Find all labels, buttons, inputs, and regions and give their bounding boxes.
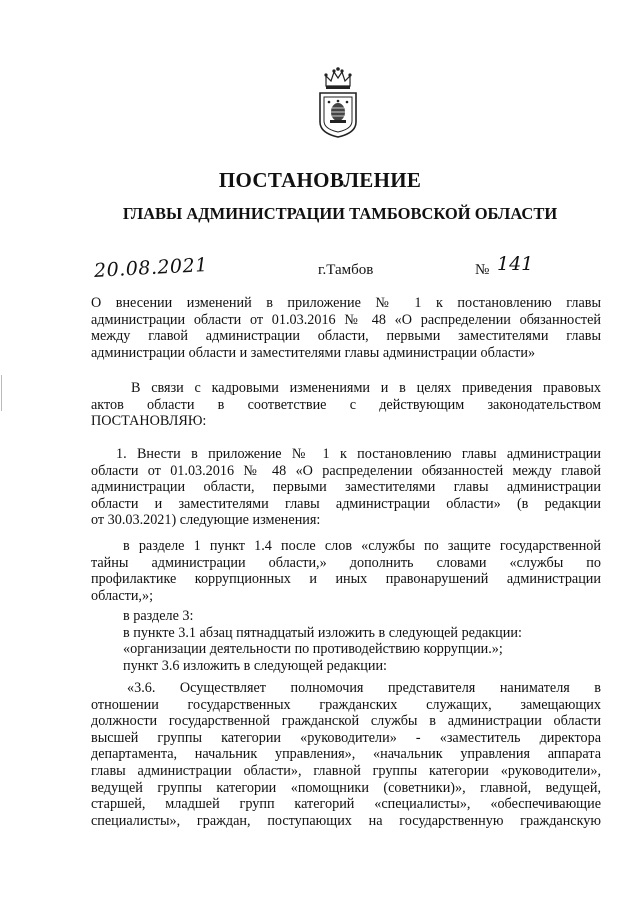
- city-name: г.Тамбов: [318, 262, 374, 278]
- paragraph-3-6-line: специалисты», граждан, поступающих на государственную гражданскую: [91, 812, 601, 829]
- preamble-line: актов области в соответствие с действующим законодательством: [91, 396, 601, 413]
- paragraph-3-6-line: должности государственной гражданской службы в администрации области: [91, 713, 601, 730]
- subject-line: администрации области от 01.03.2016 № 48 «О распределении обязанностей: [91, 311, 601, 328]
- handwritten-date: 20.08.2021: [93, 254, 209, 282]
- section-1-line: в разделе 1 пункт 1.4 после слов «службы по защите государственной: [123, 538, 601, 554]
- section-1-line: профилактике коррупционных и иных правонарушений администрации: [91, 571, 601, 588]
- section-3-changes: [91, 608, 601, 674]
- decree-word: ПОСТАНОВЛЯЮ:: [91, 413, 207, 430]
- subject-line: О внесении изменений в приложение № 1 к постановлению главы: [91, 295, 601, 311]
- paragraph-3-6-line: главы администрации области», главной группы категории «руководители»,: [91, 762, 601, 779]
- section-1-line: тайны администрации области,» дополнить словами «службы по: [91, 554, 601, 571]
- subject-line: администрации области и заместителями главы администрации области»: [91, 344, 536, 361]
- item-1-line: 1. Внести в приложение № 1 к постановлению главы администрации: [116, 446, 601, 462]
- subject-heading: [91, 295, 601, 361]
- section-1-line: области,»;: [91, 587, 154, 604]
- section-1-change: [91, 538, 601, 604]
- paragraph-3-6-line: «3.6. Осуществляет полномочия представителя нанимателя в: [127, 680, 601, 696]
- item-1-line: области от 01.03.2016 № 48 «О распределении обязанностей между главой: [91, 462, 601, 479]
- section-3-line: пункт 3.6 изложить в следующей редакции:: [123, 657, 387, 674]
- paragraph-3-6-line: департамента, начальник управления», «начальник управления аппарата: [91, 746, 601, 763]
- section-3-line: в пункте 3.1 абзац пятнадцатый изложить в следующей редакции:: [123, 624, 522, 641]
- item-1-line: администрации области, первыми заместителями главы администрации: [91, 479, 601, 496]
- document-subtitle: ГЛАВЫ АДМИНИСТРАЦИИ ТАМБОВСКОЙ ОБЛАСТИ: [122, 204, 558, 223]
- paragraph-3-6-line: отношении государственных гражданских служащих, замещающих: [91, 696, 601, 713]
- preamble-line: В связи с кадровыми изменениями и в целях приведения правовых: [131, 380, 601, 396]
- item-1-line: области и заместителями главы администрации области» (в редакции: [91, 495, 601, 512]
- paragraph-3-6-text: [91, 680, 601, 829]
- tambov-coat-of-arms-icon: [317, 66, 359, 138]
- scan-edge-mark: [1, 375, 2, 411]
- item-1-line: от 30.03.2021) следующие изменения:: [91, 512, 321, 529]
- handwritten-number: 141: [497, 253, 534, 275]
- document-title: ПОСТАНОВЛЕНИЕ: [218, 168, 422, 192]
- section-3-line: в разделе 3:: [123, 608, 194, 624]
- subject-line: между главой администрации области, первыми заместителями главы: [91, 328, 601, 345]
- preamble: [91, 380, 601, 430]
- item-1: [91, 446, 601, 529]
- section-3-line: «организации деятельности по противодействию коррупции.»;: [123, 641, 503, 658]
- paragraph-3-6-line: высшей группы категории «руководители» - «заместитель директора: [91, 729, 601, 746]
- number-label: №: [475, 262, 490, 278]
- paragraph-3-6-line: ведущей группы категории «помощники (советники)», главной, ведущей,: [91, 779, 601, 796]
- paragraph-3-6-line: старшей, младшей групп категорий «специалисты», «обеспечивающие: [91, 796, 601, 813]
